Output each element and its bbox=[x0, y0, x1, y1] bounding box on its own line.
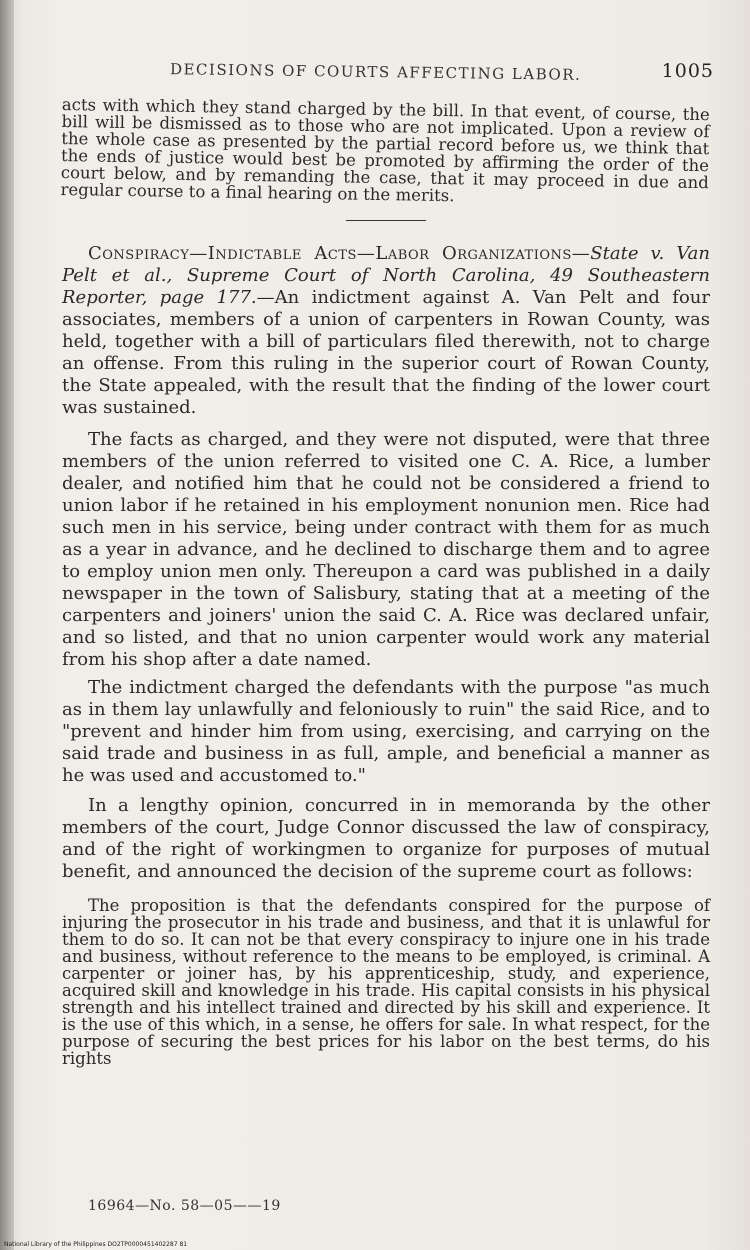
book-binding-edge bbox=[0, 0, 14, 1250]
facts-paragraph: The facts as charged, and they were not disputed, were that three members of the union referred to visited one C. A. Rice, a lumber dealer, and notified him that he could not be considered a friend to union labor if he retained in his employment nonunion men. Rice had such men in his service, being under contract with them for as much as a year in advance, and he declined to discharge them and to agree to employ union men only. Thereupon a card was published in a daily newspaper in the town of Salisbury, stating that at a meeting of the carpenters and joiners' union the said C. A. Rice was declared unfair, and so listed, and that no union carpenter would work any material from his shop after a date named. bbox=[62, 429, 710, 670]
case-summary: —An indictment against A. Van Pelt and four associates, members of a union of carpenters in Rowan County, was held, together with a bill of particulars filed therewith, not to charge an offense. From this ruling in the superior court of Rowan County, the State appealed, with the result that the finding of the lower court was sustained. bbox=[62, 287, 710, 418]
opening-paragraph: acts with which they stand charged by the bill. In that event, of course, the bill will be dismissed as to those who are not implicated. Upon a review of the whole case as presented by the partial record before us, we think that the ends of justice would best be promoted by affirming the order of the court below, and by remanding the case, that it may proceed in due and regular course to a final hearing on the merits. bbox=[60, 95, 710, 206]
case-paragraph bbox=[62, 243, 710, 419]
print-signature: 16964—No. 58—05——19 bbox=[88, 1198, 281, 1214]
scan-watermark: National Library of the Philippines DO2TP0000451402287 81 bbox=[4, 1241, 188, 1248]
running-head: DECISIONS OF COURTS AFFECTING LABOR. bbox=[169, 60, 582, 84]
opinion-paragraph: In a lengthy opinion, concurred in in memoranda by the other members of the court, Judge Connor discussed the law of conspiracy, and of the right of workingmen to organize for purposes of mutual benefit, and announced the decision of the supreme court as follows: bbox=[62, 795, 710, 882]
page-body bbox=[62, 96, 710, 1067]
case-heading: Conspiracy—Indictable Acts—Labor Organizations— bbox=[88, 243, 591, 264]
quoted-decision: The proposition is that the defendants conspired for the purpose of injuring the prosecutor in his trade and business, and that it is unlawful for them to do so. It can not be that every conspiracy to injure one in his trade and business, without reference to the means to be employed, is criminal. A carpenter or joiner has, by his apprenticeship, study, and experience, acquired skill and knowledge in his trade. His capital consists in his physical strength and his intellect trained and directed by his skill and experience. It is the use of this which, in a sense, he offers for sale. In what respect, for the purpose of securing the best prices for his labor on the best terms, do his rights bbox=[62, 896, 710, 1068]
section-divider bbox=[346, 220, 426, 221]
case-citation: State v. Van Pelt et al., Supreme Court of North Carolina, 49 Southeastern Reporter, page 177. bbox=[62, 243, 710, 308]
page-number: 1005 bbox=[661, 60, 714, 82]
indictment-paragraph: The indictment charged the defendants with the purpose "as much as in them lay unlawfully and feloniously to ruin" the said Rice, and to "prevent and hinder him from using, exercising, and carrying on the said trade and business in as full, ample, and beneficial a manner as he was used and accustomed to." bbox=[62, 677, 710, 786]
page-header bbox=[170, 60, 714, 82]
